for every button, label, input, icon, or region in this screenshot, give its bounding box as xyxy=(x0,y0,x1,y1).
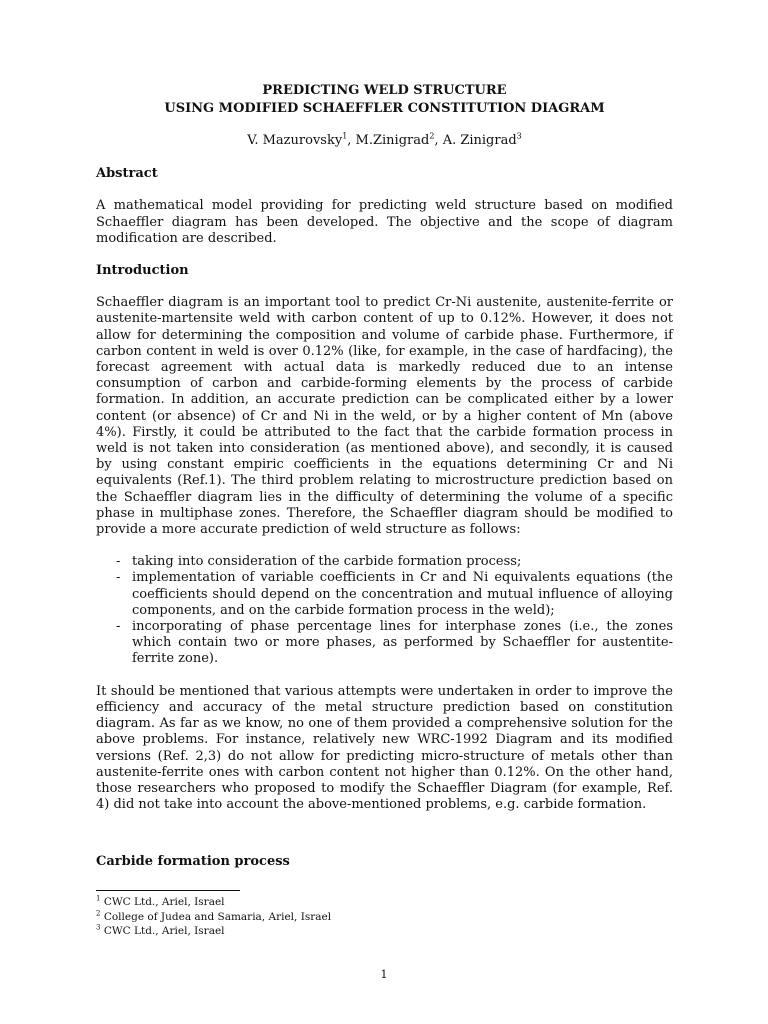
abstract-text: A mathematical model providing for predicting weld structure based on modified Schaeffler diagram has been developed. The objective and the scope of diagram modification are described. xyxy=(96,198,673,246)
title-line-2: USING MODIFIED SCHAEFFLER CONSTITUTION DIAGRAM xyxy=(164,101,605,116)
affiliation-mark: 3 xyxy=(516,131,522,141)
list-item: - incorporating of phase percentage lines for interphase zones (i.e., the zones which contain two or more phases, as performed by Schaeffler for austentite-ferrite zone). xyxy=(96,619,673,668)
title-line-1: PREDICTING WELD STRUCTURE xyxy=(262,83,507,98)
footnotes xyxy=(96,895,331,939)
author: V. Mazurovsky$^1$, xyxy=(247,131,356,148)
affiliation-mark: 2 xyxy=(429,131,435,141)
introduction-heading: Introduction xyxy=(96,263,189,279)
list-item: - implementation of variable coefficients in Cr and Ni equivalents equations (the coefficients should depend on the concentration and mutual influence of alloying components, and on the carbide formation process in the weld); xyxy=(96,570,673,619)
footnote-divider xyxy=(96,890,240,891)
page-number: 1 xyxy=(380,968,388,981)
carbide-formation-heading: Carbide formation process xyxy=(96,854,290,869)
list-item: - taking into consideration of the carbide formation process; xyxy=(96,554,673,570)
affiliation-mark: 1 xyxy=(342,131,348,141)
introduction-paragraph-2: It should be mentioned that various attempts were undertaken in order to improve the efficiency and accuracy of the metal structure prediction based on constitution diagram. As far as we know, no one of them provided a comprehensive solution for the above problems. For instance, relatively new WRC-1992 Diagram and its modified versions (Ref. 2,3) do not allow for predicting micro-structure of metals other than austenite-ferrite ones with carbon content not higher than 0.12%. On the other hand, those researchers who proposed to modify the Schaeffler Diagram (for example, Ref. 4) did not take into account the above-mentioned problems, e.g. carbide formation. xyxy=(96,683,673,813)
paper-title xyxy=(96,82,673,118)
introduction-paragraph-1: Schaeffler diagram is an important tool to predict Cr-Ni austenite, austenite-ferrite or austenite-martensite weld with carbon content of up to 0.12%. However, it does not allow for determining the composition and volume of carbide phase. Furthermore, if carbon content in weld is over 0.12% (like, for example, in the case of hardfacing), the forecast agreement with actual data is markedly reduced due to an intense consumption of carbon and carbide-forming elements by the process of carbide formation. In addition, an accurate prediction can be complicated either by a lower content (or absence) of Cr and Ni in the weld, or by a higher content of Mn (above 4%). Firstly, it could be attributed to the fact that the carbide formation process in weld is not taken into consideration (as mentioned above), and secondly, it is caused by using constant empiric coefficients in the equations determining Cr and Ni equivalents (Ref.1). The third problem relating to microstructure prediction based on the Schaeffler diagram lies in the difficulty of determining the volume of a specific phase in multiphase zones. Therefore, the Schaeffler diagram should be modified to provide a more accurate prediction of weld structure as follows: xyxy=(96,295,673,538)
author-list xyxy=(96,133,673,149)
author: A. Zinigrad$^3$ xyxy=(442,131,522,148)
paper-body xyxy=(96,82,673,813)
abstract-heading: Abstract xyxy=(96,166,158,182)
author: M.Zinigrad$^2$, xyxy=(355,131,443,148)
footnote: $^2$ College of Judea and Samaria, Ariel, Israel xyxy=(96,909,332,923)
modification-list xyxy=(96,554,673,667)
footnote: $^3$ CWC Ltd., Ariel, Israel xyxy=(96,923,225,937)
footnote: $^1$ CWC Ltd., Ariel, Israel xyxy=(96,894,225,908)
